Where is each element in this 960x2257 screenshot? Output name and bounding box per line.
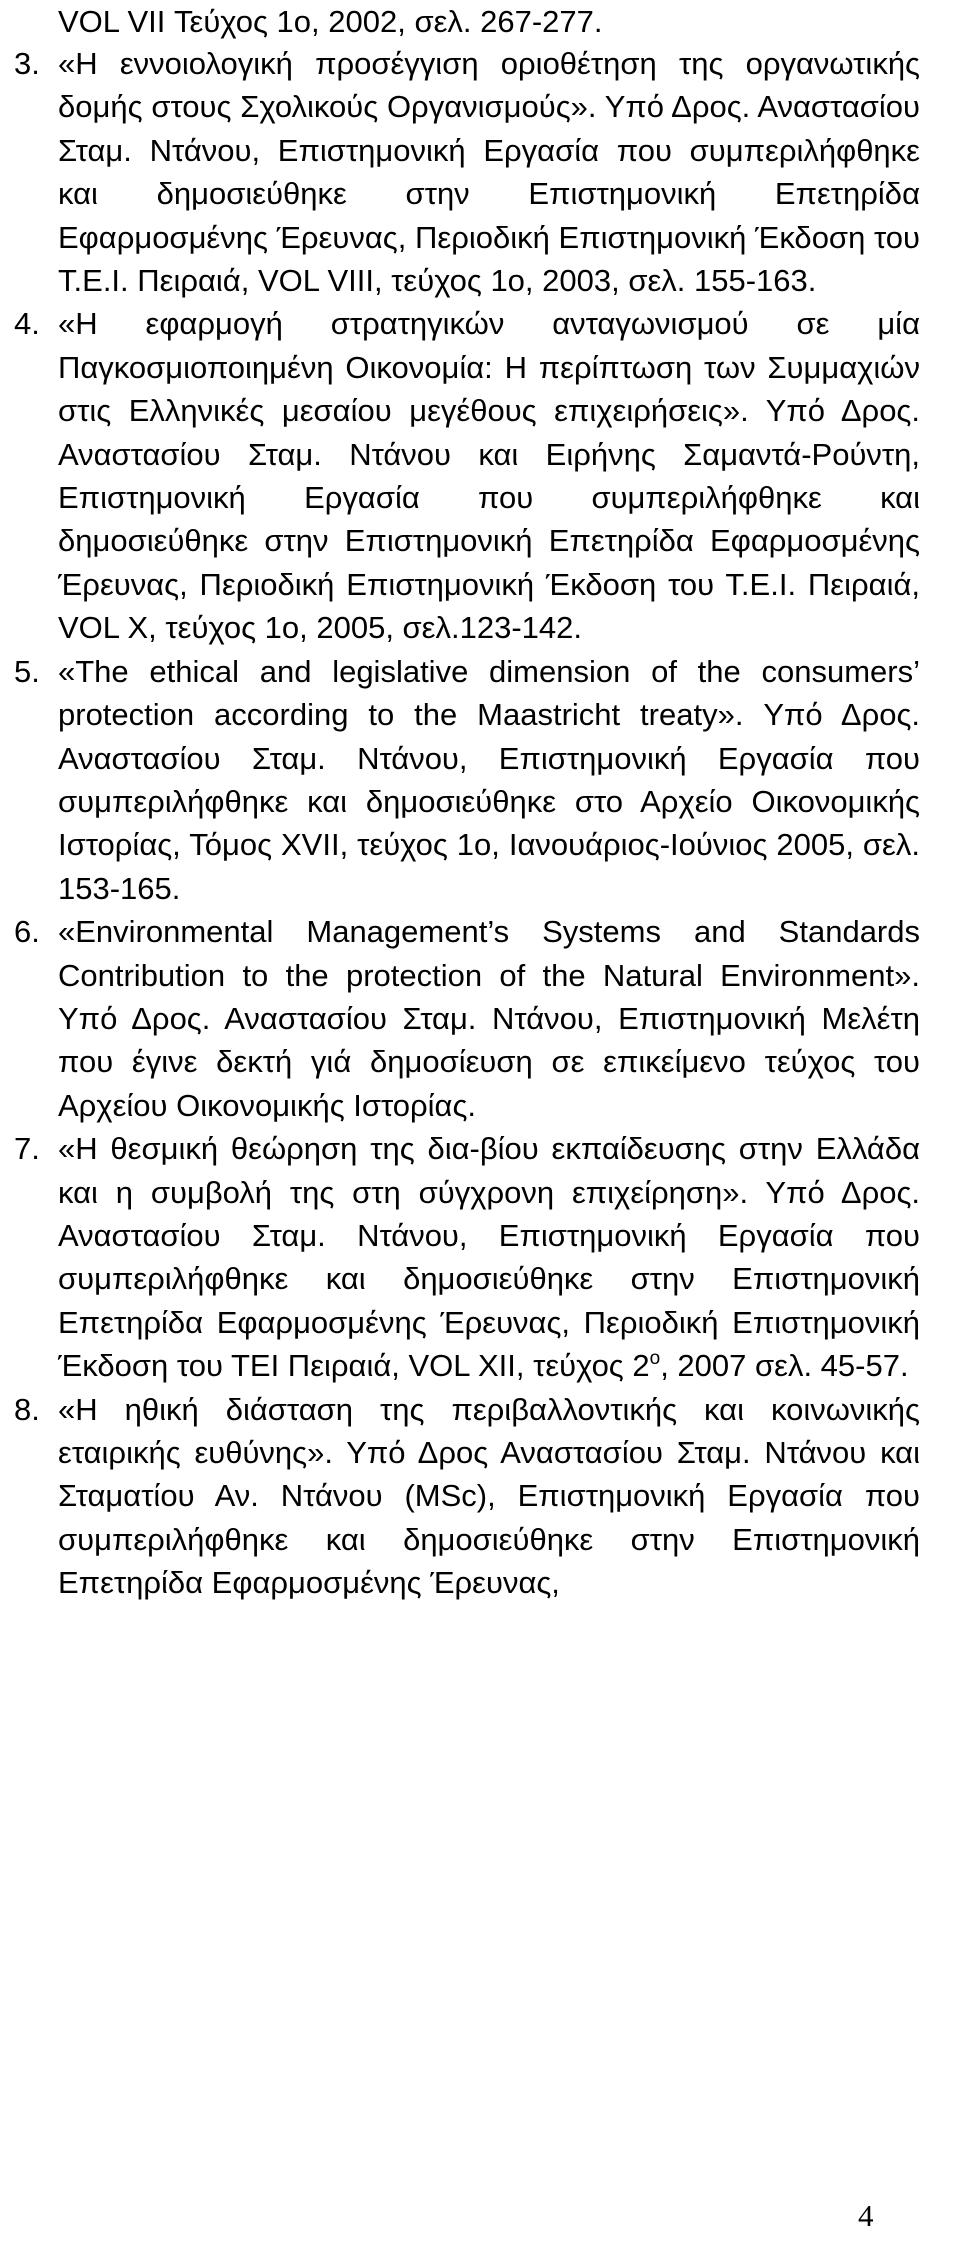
reference-text-main: «Η θεσμική θεώρηση της δια-βίου εκπαίδευσης στην Ελλάδα και η συμβολή της στη σύγχρονη επιχείρηση». Υπό Δρος. Αναστασίου Σταμ. Ντάνου, Επιστημονική Εργασία που συμπεριλήφθηκε και δημοσιεύθηκε στην Επιστημονική Επετηρίδα Εφαρμοσμένης Έρευνας, Περιοδική Επιστημονική Έκδοση του ΤΕΙ Πειραιά, VOL XII, τεύχος 2: [58, 1131, 920, 1384]
reference-item-4: [0, 302, 960, 649]
reference-item-3: [0, 42, 960, 302]
reference-item-7: [0, 1127, 960, 1387]
reference-list: [0, 42, 960, 1605]
reference-item-8: [0, 1388, 960, 1605]
reference-number: 7.: [14, 1131, 40, 1167]
superscript: ο: [649, 1348, 661, 1370]
reference-number: 8.: [14, 1391, 40, 1427]
reference-text: «Environmental Management’s Systems and Standards Contribution to the protection of the Natural Environment». Υπό Δρος. Αναστασίου Σταμ. Ντάνου, Επιστημονική Μελέτη που έγινε δεκτή γιά δημοσίευση σε επικείμενο τεύχος του Αρχείου Οικονομικής Ιστορίας.: [58, 914, 920, 1123]
reference-text: «The ethical and legislative dimension of the consumers’ protection according to the Maastricht treaty». Υπό Δρος. Αναστασίου Σταμ. Ντάνου, Επιστημονική Εργασία που συμπεριλήφθηκε και δημοσιεύθηκε στο Αρχείο Οικονομικής Ιστορίας, Τόμος XVII, τεύχος 1ο, Ιανουάριος-Ιούνιος 2005, σελ. 153-165.: [58, 653, 920, 906]
reference-text: «Η εφαρμογή στρατηγικών ανταγωνισμού σε μία Παγκοσμιοποιημένη Οικονομία: Η περίπτωση των Συμμαχιών στις Ελληνικές μεσαίου μεγέθους επιχειρήσεις». Υπό Δρος. Αναστασίου Σταμ. Ντάνου και Ειρήνης Σαμαντά-Ρούντη, Επιστημονική Εργασία που συμπεριλήφθηκε και δημοσιεύθηκε στην Επιστημονική Επετηρίδα Εφαρμοσμένης Έρευνας, Περιοδική Επιστημονική Έκδοση του Τ.Ε.Ι. Πειραιά, VOL X, τεύχος 1ο, 2005, σελ.123-142.: [58, 306, 920, 646]
reference-text: «Η ηθική διάσταση της περιβαλλοντικής και κοινωνικής εταιρικής ευθύνης». Υπό Δρος Αναστασίου Σταμ. Ντάνου και Σταματίου Αν. Ντάνου (MSc), Επιστημονική Εργασία που συμπεριλήφθηκε και δημοσιεύθηκε στην Επιστημονική Επετηρίδα Εφαρμοσμένης Έρευνας,: [58, 1391, 920, 1601]
reference-number: 6.: [14, 914, 40, 950]
page-number: 4: [858, 2198, 874, 2233]
reference-number: 5.: [14, 653, 40, 689]
reference-number: 3.: [14, 46, 40, 81]
reference-text-tail: , 2007 σελ. 45-57.: [660, 1348, 909, 1384]
reference-text: «Η εννοιολογική προσέγγιση οριοθέτηση της οργανωτικής δομής στους Σχολικούς Οργανισμούς». Υπό Δρος. Αναστασίου Σταμ. Ντάνου, Επιστημονική Εργασία που συμπεριλήφθηκε και δημοσιεύθηκε στην Επιστημονική Επετηρίδα Εφαρμοσμένης Έρευνας, Περιοδική Επιστημονική Έκδοση του Τ.Ε.Ι. Πειραιά, VOL VIII, τεύχος 1ο, 2003, σελ. 155-163.: [58, 46, 920, 299]
reference-number: 4.: [14, 306, 40, 342]
reference-continuation: VOL VII Τεύχος 1ο, 2002, σελ. 267-277.: [58, 4, 603, 39]
reference-item-6: [0, 910, 960, 1127]
reference-item-5: [0, 650, 960, 910]
reference-text: [58, 1127, 920, 1387]
